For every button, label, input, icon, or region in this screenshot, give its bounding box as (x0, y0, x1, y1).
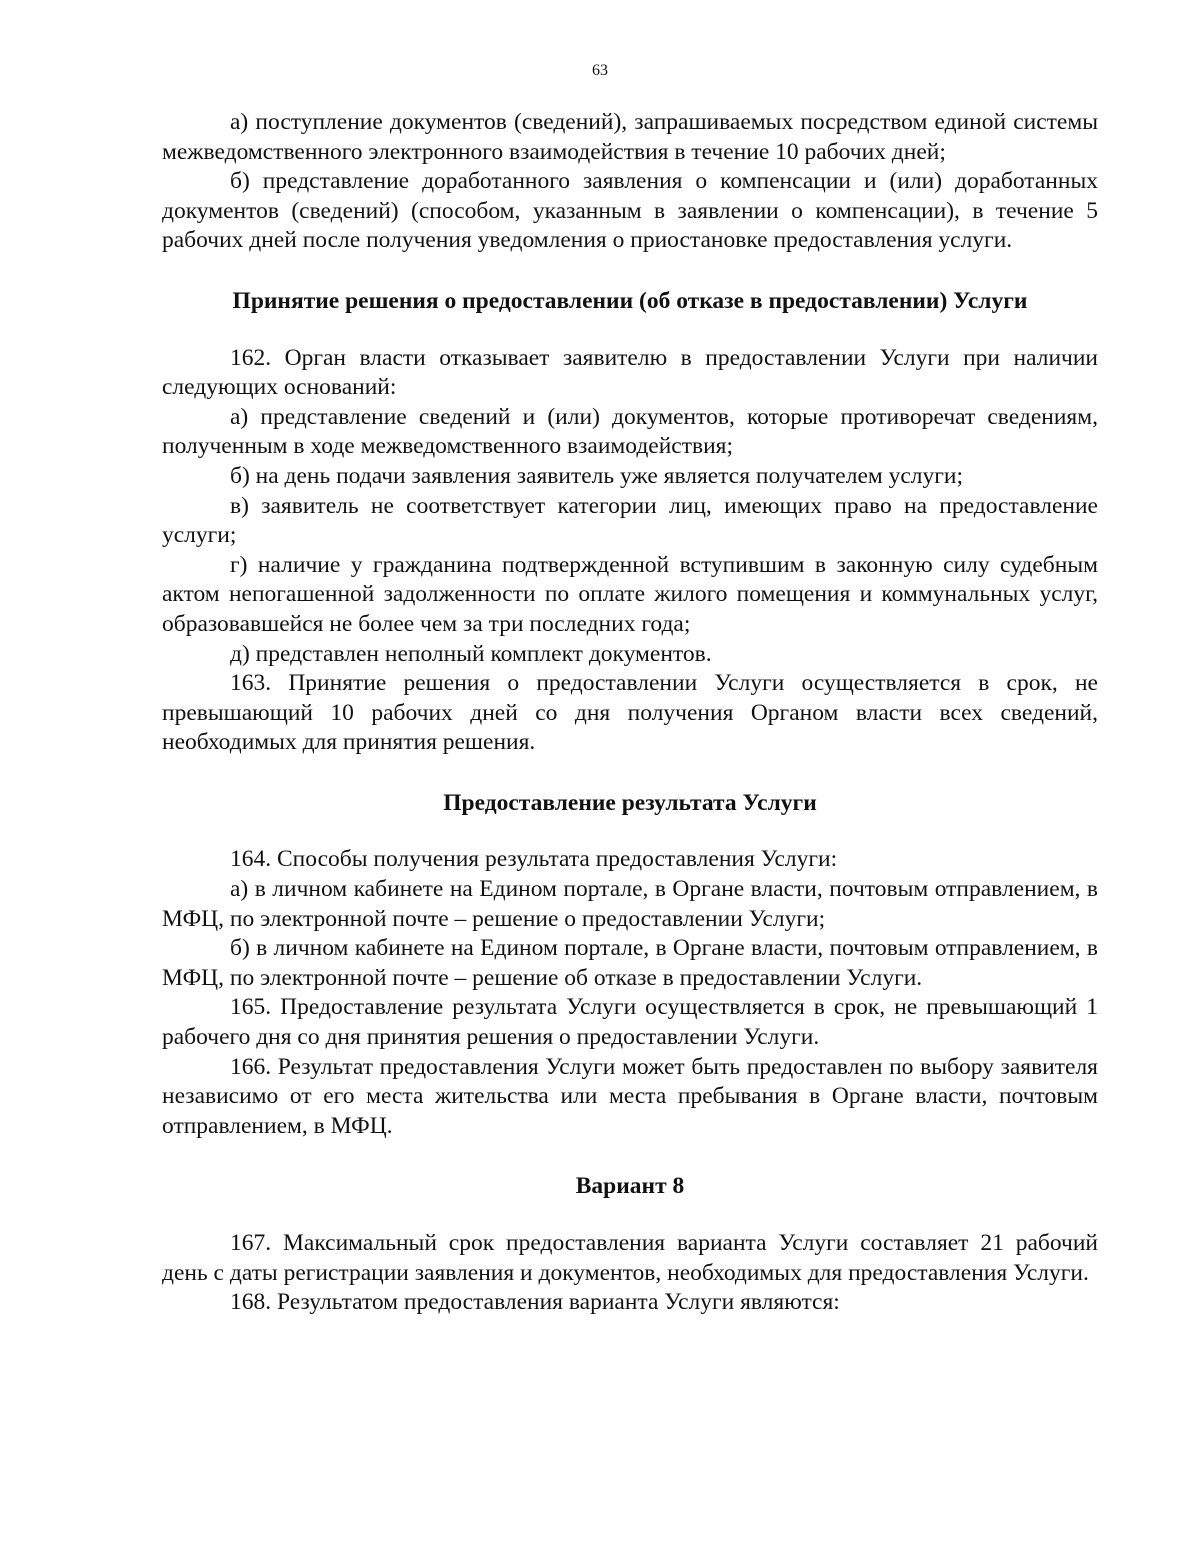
section-heading-variant-8: Вариант 8 (575, 1173, 685, 1200)
paragraph-162-v: в) заявитель не соответствует категории лиц, имеющих право на предоставление услуги; (162, 492, 1098, 549)
paragraph-166: 166. Результат предоставления Услуги может быть предоставлен по выбору заявителя независимо от его места жительства или места пребывания в Органе власти, почтовым отправлением, в МФЦ. (162, 1053, 1098, 1139)
paragraph-162: 162. Орган власти отказывает заявителю в предоставлении Услуги при наличии следующих оснований: (162, 344, 1098, 401)
paragraph-164-b: б) в личном кабинете на Едином портале, в Органе власти, почтовым отправлением, в МФЦ, по электронной почте – решение об отказе в предоставлении Услуги. (162, 935, 1098, 991)
paragraph-167: 167. Максимальный срок предоставления варианта Услуги составляет 21 рабочий день с даты регистрации заявления и документов, необходимых для предоставления Услуги. (162, 1230, 1098, 1286)
paragraph-top-b: б) представление доработанного заявления о компенсации и (или) доработанных документов (сведений) (способом, указанным в заявлении о компенсации), в течение 5 рабочих дней после получения уведомления о приостановке предоставления услуги. (162, 168, 1098, 254)
section-heading-decision: Принятие решения о предоставлении (об отказе в предоставлении) Услуги (232, 287, 1028, 314)
page-number: 63 (592, 62, 608, 79)
section-heading-result: Предоставление результата Услуги (443, 789, 817, 816)
paragraph-164-a: а) в личном кабинете на Едином портале, в Органе власти, почтовым отправлением, в МФЦ, по электронной почте – решение о предоставлении Услуги; (162, 876, 1098, 932)
paragraph-163: 163. Принятие решения о предоставлении Услуги осуществляется в срок, не превышающий 10 рабочих дней со дня получения Органом власти всех сведений, необходимых для принятия решения. (162, 670, 1098, 756)
paragraph-162-a: а) представление сведений и (или) документов, которые противоречат сведениям, полученным в ходе межведомственного взаимодействия; (162, 403, 1098, 460)
document-body (162, 108, 1098, 1318)
paragraph-164: 164. Способы получения результата предоставления Услуги: (230, 846, 838, 873)
paragraph-165: 165. Предоставление результата Услуги осуществляется в срок, не превышающий 1 рабочего дня со дня принятия решения о предоставлении Услуги. (162, 994, 1098, 1051)
paragraph-168: 168. Результатом предоставления варианта Услуги являются: (230, 1289, 840, 1316)
paragraph-162-g: г) наличие у гражданина подтвержденной вступившим в законную силу судебным актом непогашенной задолженности по оплате жилого помещения и коммунальных услуг, образовавшейся не более чем за три последних года; (162, 551, 1098, 637)
paragraph-top-a: а) поступление документов (сведений), запрашиваемых посредством единой системы межведомственного электронного взаимодействия в течение 10 рабочих дней; (162, 109, 1098, 165)
paragraph-162-b: б) на день подачи заявления заявитель уже является получателем услуги; (230, 462, 964, 489)
paragraph-162-d: д) представлен неполный комплект документов. (230, 640, 712, 667)
